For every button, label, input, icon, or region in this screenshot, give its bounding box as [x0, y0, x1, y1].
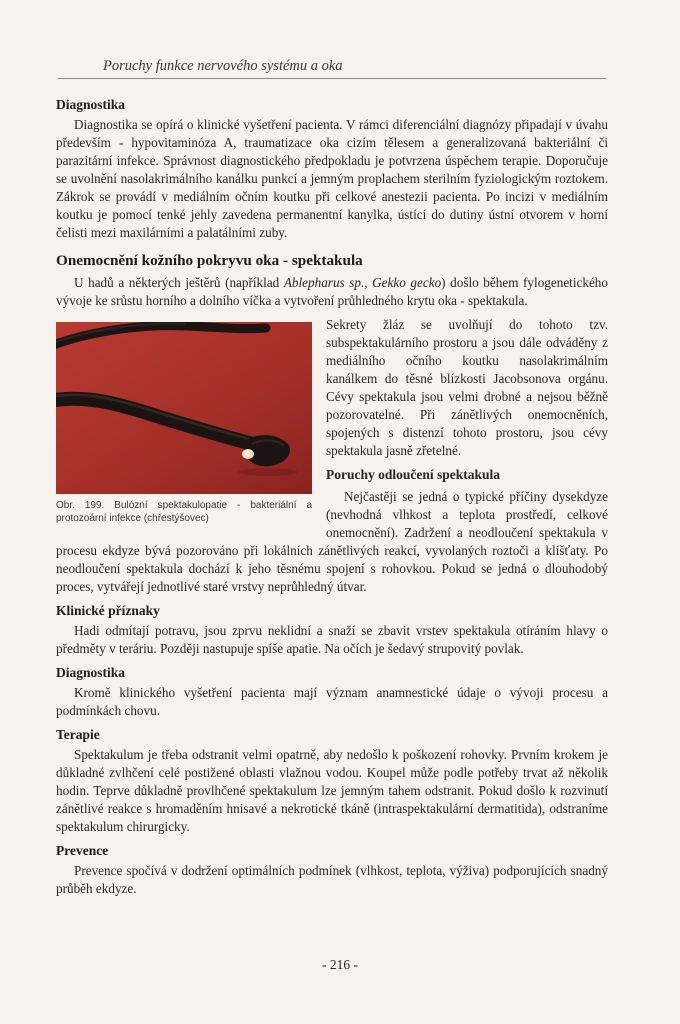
running-header-title: Poruchy funkce nervového systému a oka [100, 58, 346, 75]
intro-text-after: ) došlo během fylogenetického vývoje ke srůstu horního a dolního víčka a vytvoření průhledného krytu oka - spektakula. [56, 275, 608, 308]
figure-caption: Obr. 199. Bulózní spektakulopatie - bakteriální a protozoární infekce (chřestýšovec) [56, 500, 312, 524]
paragraph-diagnostika-2: Kromě klinického vyšetření pacienta mají význam anamnestické údaje o vývoji procesu a podmínkách chovu. [56, 685, 608, 718]
paragraph-spektakula-body: Sekrety žláz se uvolňují do tohoto tzv. subspektakulárního prostoru a jsou dále odváděny z mediálního očního koutku nasolakrimálním kanálkem do těsné blízkosti Jacobsonova orgánu. Cévy spektakula jsou velmi drobné a nejsou běžně pozorovatelné. Při zánětlivých onemocněních, spojených s distenzí tohoto prostoru, jsou cévy spektakula jasně zřetelné. [326, 317, 608, 458]
section-heading-prevence: Prevence [56, 843, 109, 858]
section-heading-spektakula: Onemocnění kožního pokryvu oka - spektakula [56, 252, 363, 269]
intro-text-before: U hadů a některých ještěrů (například [74, 275, 284, 290]
page-number: - 216 - [322, 957, 358, 972]
paragraph-spektakula-intro [56, 274, 608, 310]
paragraph-terapie: Spektakulum je třeba odstranit velmi opatrně, aby nedošlo k poškození rohovky. Prvním krokem je důkladné zvlhčení celé postižené oblasti vlažnou vodou. Koupel může podle potřeby trvat až několik hodin. Teprve důkladně provlhčené spektakulum lze jemným tahem odstranit. Pokud došlo k rozvinutí zánětlivé reakce s hromaděním hnisavé a nekrotické tkáně (intraspektakulární dermatitida), odstraníme spektakulum chirurgicky. [56, 747, 608, 834]
section-heading-diagnostika: Diagnostika [56, 97, 126, 112]
section-heading-odlouceni: Poruchy odloučení spektakula [326, 467, 501, 482]
figure-199 [56, 322, 312, 525]
section-heading-terapie: Terapie [56, 727, 100, 742]
intro-species-italic: Ablepharus sp., Gekko gecko [283, 275, 442, 290]
page-content [56, 96, 608, 904]
snake-illustration [56, 322, 312, 494]
snake-photo [56, 322, 312, 494]
paragraph-prevence: Prevence spočívá v dodržení optimálních podmínek (vlhkost, teplota, výživa) podporujících snadný průběh ekdyze. [56, 863, 608, 896]
section-heading-diagnostika-2: Diagnostika [56, 665, 126, 680]
section-heading-klinicke-priznaky: Klinické příznaky [56, 603, 160, 618]
running-header [58, 58, 606, 79]
paragraph-diagnostika: Diagnostika se opírá o klinické vyšetření pacienta. V rámci diferenciální diagnózy připadají v úvahu především - hypovitaminóza A, traumatizace oka cizím tělesem a generalizovaná bakteriální či parazitární infekce. Správnost diagnostického předpokladu je potvrzena úspěchem terapie. Doporučuje se uvolnění nasolakrimálního kanálku punkcí a jemným proplachem sterilním fyziologickým roztokem. Zákrok se provádí v mediálním očním koutku při celkové anestezii pacienta. Po incizi v mediálním koutku je pomocí tenké jehly zavedena permanentní kanylka, ústící do dutiny ústní otvorem v horní čelisti mezi maxilárními a palatálními zuby. [56, 117, 608, 240]
paragraph-odlouceni: Nejčastěji se jedná o typické příčiny dysekdyze (nevhodná vlhkost a teplota prostředí, celkové onemocnění). Zadržení a neodloučení spektakula v procesu ekdyze bývá pozorováno při lokálních zánětlivých reakcí, vyvolaných roztoči a klíšťaty. Po neodloučení spektakula dochází k jeho těsnému spojení s rohovkou. Pokud se jedná o dlouhodobý proces, vytvářejí jednotlivé staré vrstvy neprůhledný útvar. [56, 489, 608, 594]
paragraph-klinicke-priznaky: Hadi odmítají potravu, jsou zprvu neklidní a snaží se zbavit vrstev spektakula otíráním hlavy o předměty v teráriu. Později nastupuje spíše apatie. Na očích je šedavý strupovitý povlak. [56, 623, 608, 656]
